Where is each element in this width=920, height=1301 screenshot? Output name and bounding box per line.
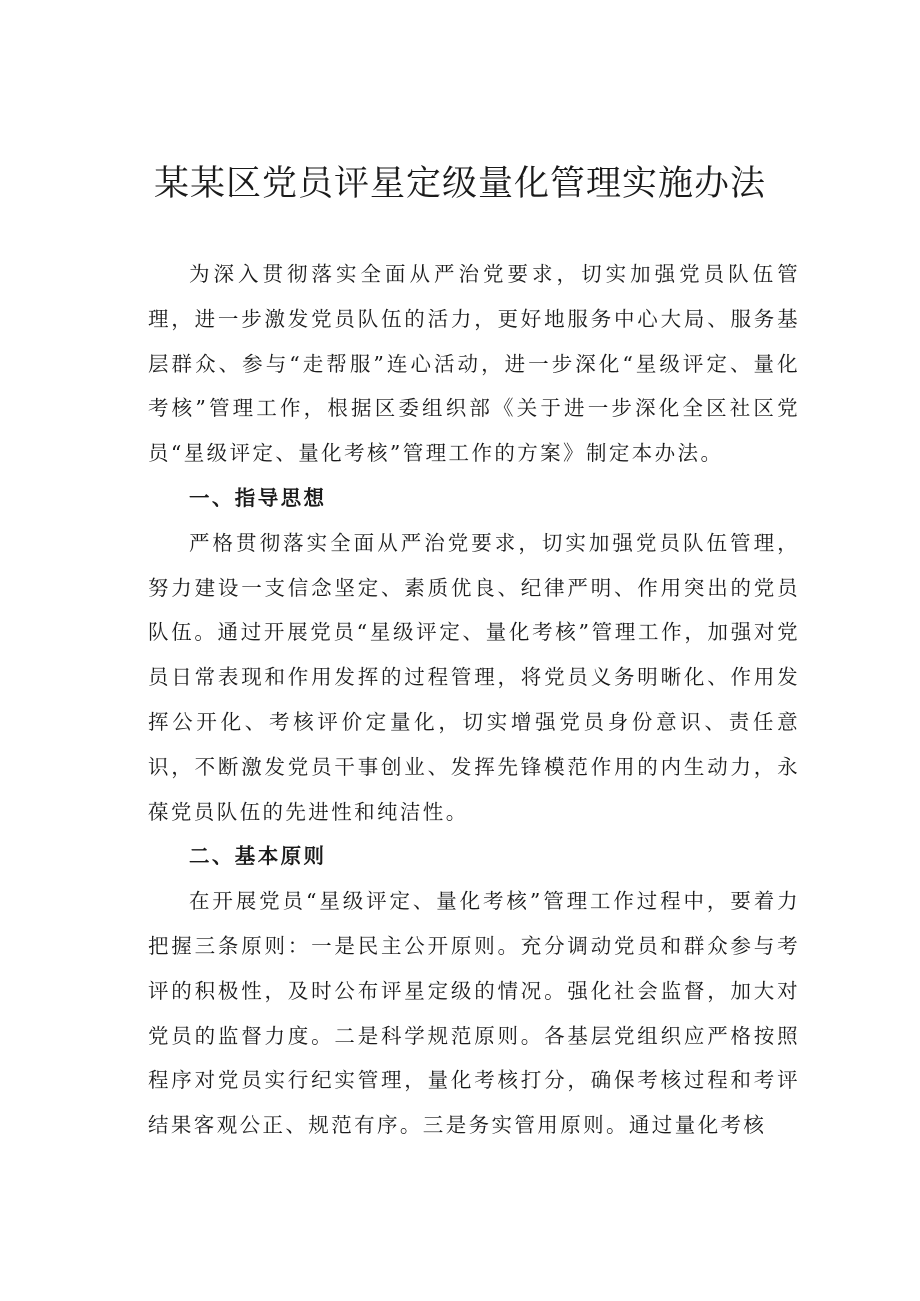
- section-heading-guiding-ideology: 一、指导思想: [189, 485, 327, 510]
- document-title: 某某区党员评星定级量化管理实施办法: [153, 164, 766, 204]
- intro-paragraph: 为深入贯彻落实全面从严治党要求，切实加强党员队伍管理，进一步激发党员队伍的活力，更好地服务中心大局、服务基层群众、参与“走帮服”连心活动，进一步深化“星级评定、量化考核”管理工作，根据区委组织部《关于进一步深化全区社区党员“星级评定、量化考核”管理工作的方案》制定本办法。: [148, 262, 800, 466]
- document-body: [148, 252, 800, 1148]
- section-body-basic-principles: 在开展党员“星级评定、量化考核”管理工作过程中，要着力把握三条原则：一是民主公开原则。充分调动党员和群众参与考评的积极性，及时公布评星定级的情况。强化社会监督，加大对党员的监督力度。二是科学规范原则。各基层党组织应严格按照程序对党员实行纪实管理，量化考核打分，确保考核过程和考评结果客观公正、规范有序。三是务实管用原则。通过量化考核: [148, 889, 800, 1138]
- section-body-guiding-ideology: 严格贯彻落实全面从严治党要求，切实加强党员队伍管理，努力建设一支信念坚定、素质优良、纪律严明、作用突出的党员队伍。通过开展党员“星级评定、量化考核”管理工作，加强对党员日常表现和作用发挥的过程管理，将党员义务明晰化、作用发挥公开化、考核评价定量化，切实增强党员身份意识、责任意识，不断激发党员干事创业、发挥先锋模范作用的内生动力，永葆党员队伍的先进性和纯洁性。: [148, 530, 800, 824]
- section-heading-basic-principles: 二、基本原则: [189, 844, 327, 869]
